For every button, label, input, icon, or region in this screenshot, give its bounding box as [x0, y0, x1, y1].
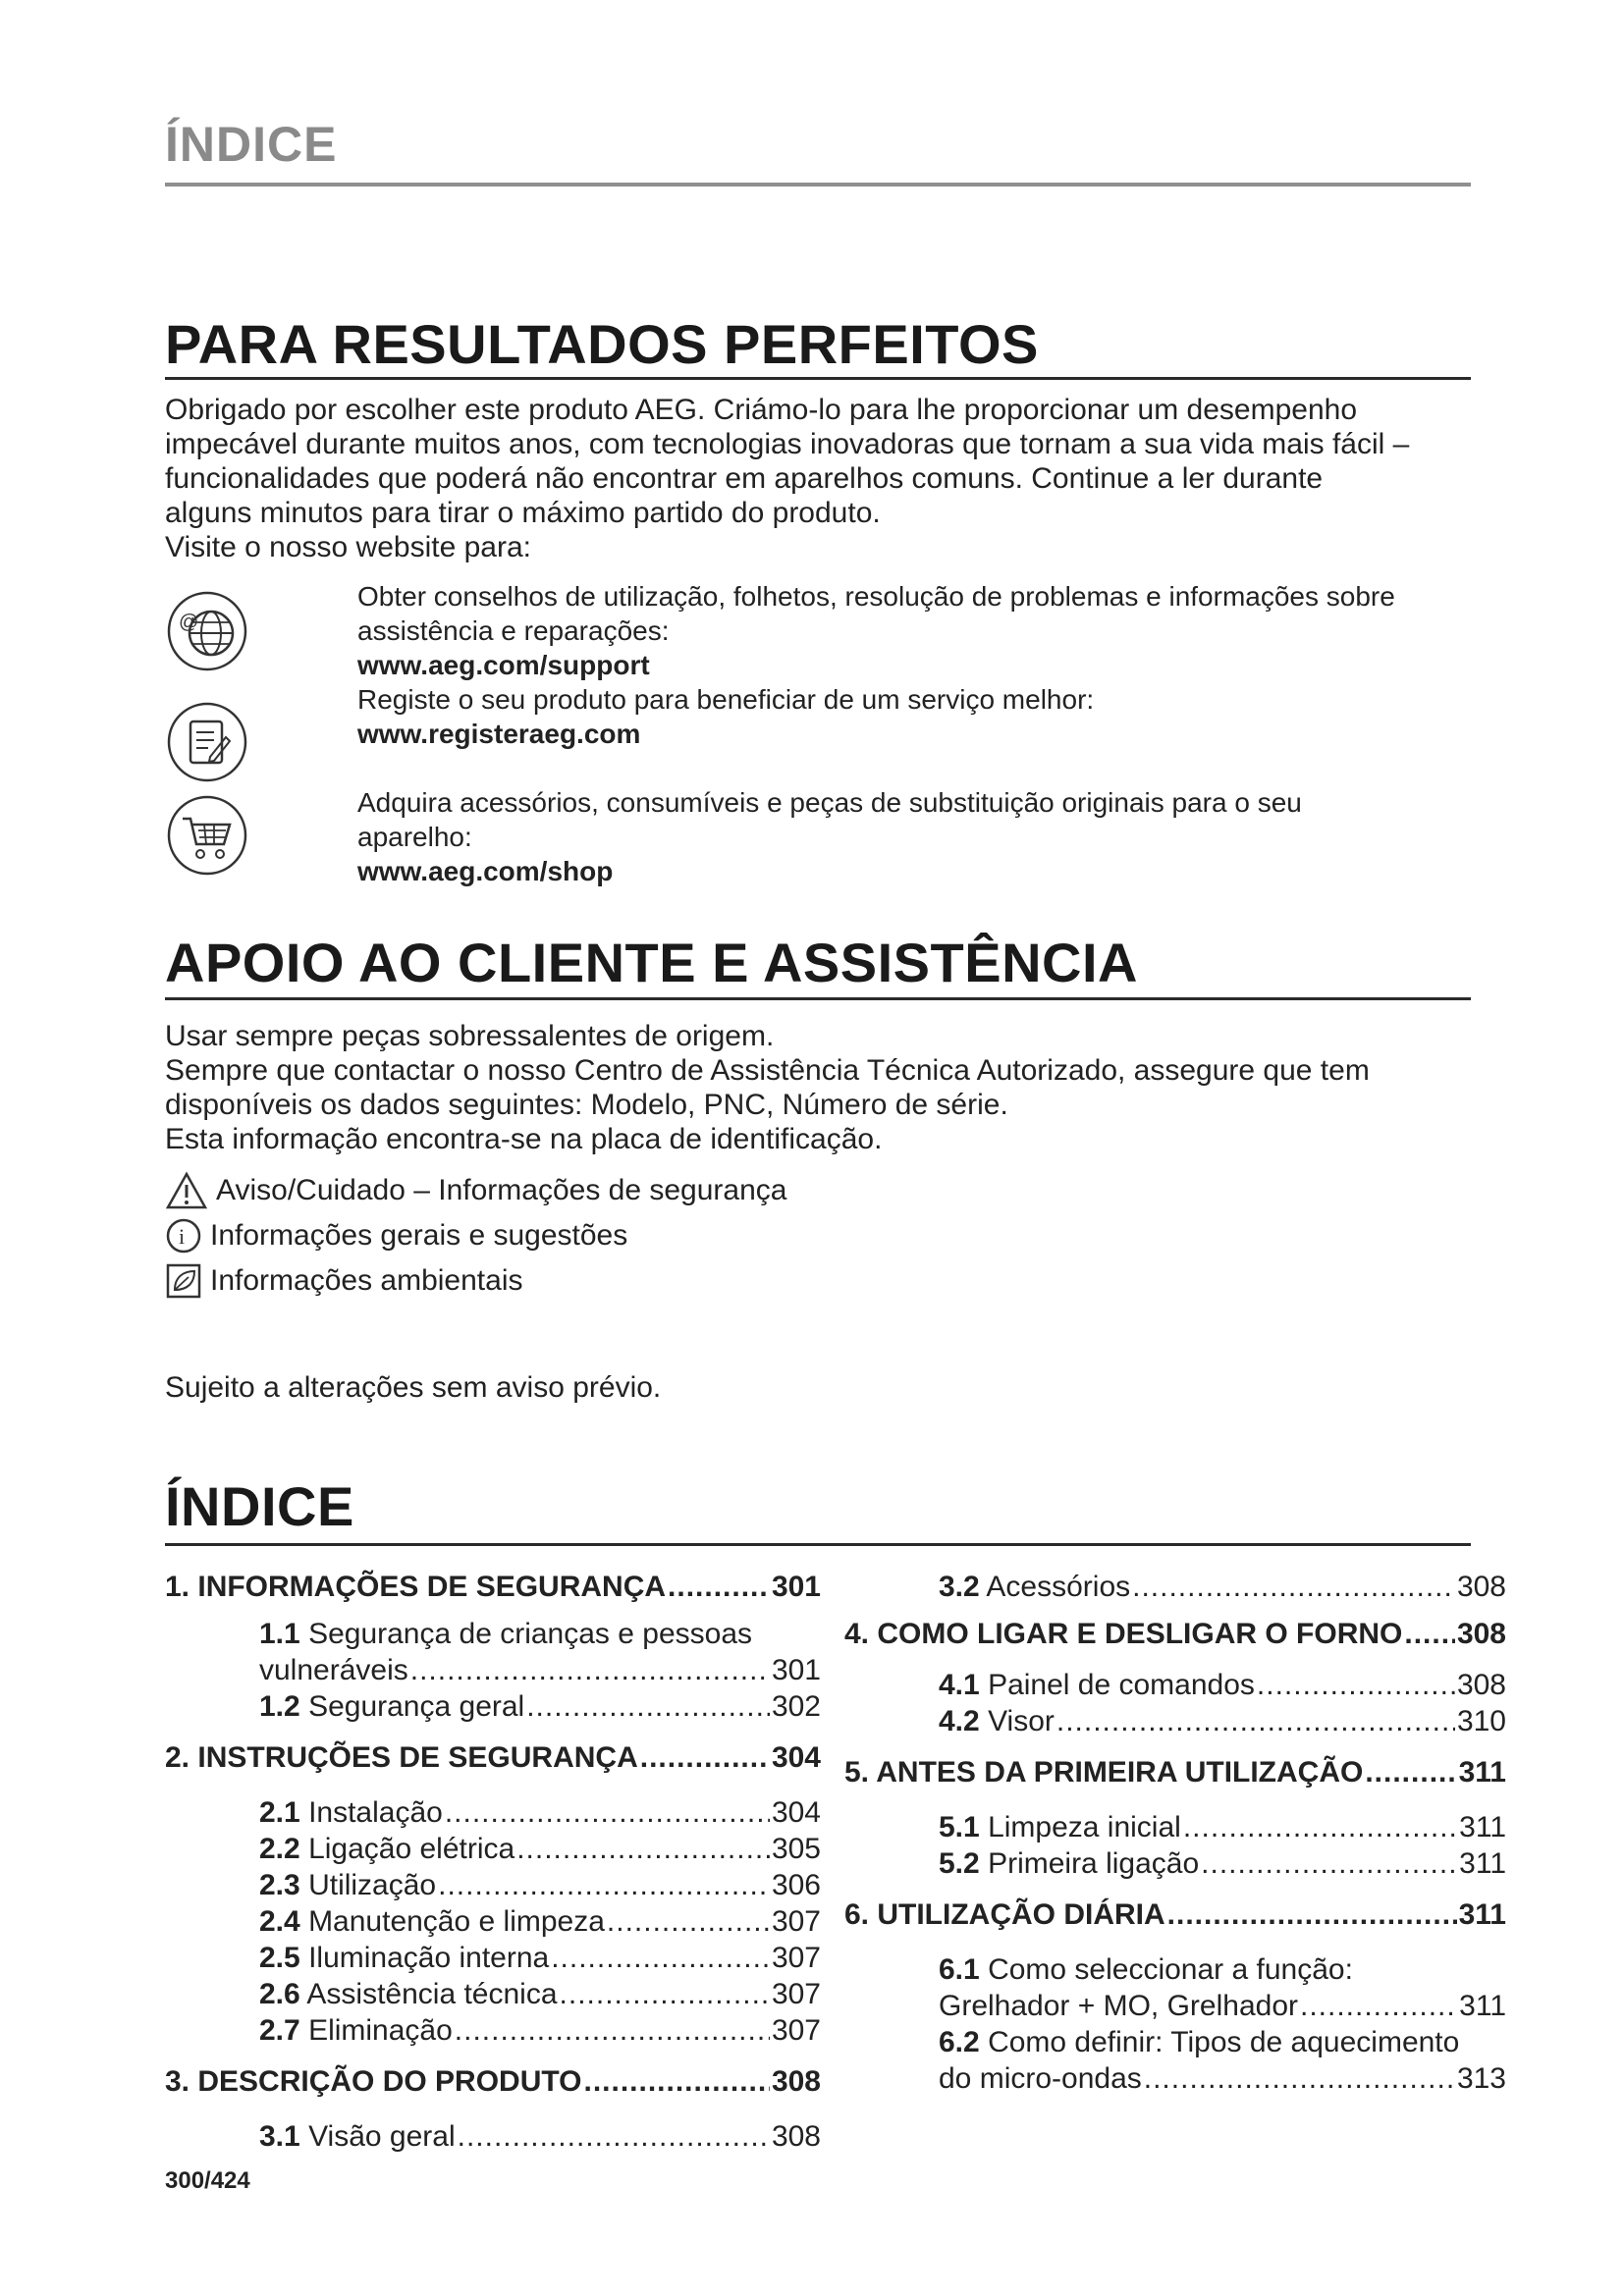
results-intro-line: impecável durante muitos anos, com tecnologias inovadoras que tornam a sua vida mais fácil –: [165, 428, 1410, 460]
toc-entry[interactable]: 1.1 Segurança de crianças e pessoas: [259, 1618, 753, 1650]
support-link-desc: Obter conselhos de utilização, folhetos, resolução de problemas e informações sobre: [357, 581, 1395, 612]
cart-icon: [165, 793, 249, 878]
toc-entry[interactable]: 2. INSTRUÇÕES DE SEGURANÇA ..... 304: [165, 1739, 821, 1794]
symbol-legend: [165, 1168, 786, 1304]
support-info: [165, 1019, 1481, 1156]
support-link-desc: assistência e reparações:: [357, 615, 670, 646]
toc-entry[interactable]: 3.2 Acessórios ..... 308: [844, 1569, 1506, 1616]
toc-entry[interactable]: 3. DESCRIÇÃO DO PRODUTO ..... 308: [165, 2063, 821, 2118]
toc-entry[interactable]: 2.4 Manutenção e limpeza ..... 307: [165, 1903, 821, 1940]
support-section-title: APOIO AO CLIENTE E ASSISTÊNCIA: [165, 932, 1138, 993]
shop-link-item: [165, 785, 1481, 893]
register-icon: [165, 700, 249, 784]
support-link-item: [165, 579, 1481, 687]
legend-info: [165, 1213, 786, 1258]
toc-entry[interactable]: 1. INFORMAÇÕES DE SEGURANÇA ..... 301: [165, 1569, 821, 1616]
support-link[interactable]: www.aeg.com/support: [357, 650, 650, 680]
results-intro-line: Obrigado por escolher este produto AEG. Criámo-lo para lhe proporcionar um desempenho: [165, 394, 1358, 426]
legend-info-label: Informações gerais e sugestões: [210, 1219, 628, 1252]
toc-entry[interactable]: 3.1 Visão geral ..... 308: [165, 2118, 821, 2155]
toc-entry[interactable]: 5. ANTES DA PRIMEIRA UTILIZAÇÃO ..... 311: [844, 1754, 1506, 1809]
header-divider: [165, 183, 1471, 187]
svg-text:@: @: [179, 612, 199, 633]
globe-icon: [165, 589, 249, 673]
info-icon: [165, 1217, 202, 1255]
legend-environment-label: Informações ambientais: [210, 1264, 523, 1297]
register-link-item: [165, 682, 1481, 780]
toc-entry[interactable]: 2.6 Assistência técnica ..... 307: [165, 1976, 821, 2012]
shop-link-desc: aparelho:: [357, 822, 472, 852]
support-info-line: Esta informação encontra-se na placa de identificação.: [165, 1123, 883, 1155]
toc-entry[interactable]: 6.2 Como definir: Tipos de aquecimento: [939, 2026, 1460, 2058]
results-divider: [165, 377, 1471, 380]
warning-icon: [165, 1171, 208, 1210]
leaf-icon: [165, 1262, 202, 1300]
toc-entry[interactable]: 4. COMO LIGAR E DESLIGAR O FORNO ..... 308: [844, 1616, 1506, 1667]
toc-entry-continuation[interactable]: vulneráveis ..... 301: [165, 1652, 821, 1688]
visit-website-text: Visite o nosso website para:: [165, 531, 531, 563]
change-notice: Sujeito a alterações sem aviso prévio.: [165, 1371, 662, 1404]
toc-entry[interactable]: 2.3 Utilização ..... 306: [165, 1867, 821, 1903]
toc-entry[interactable]: 2.1 Instalação ..... 304: [165, 1794, 821, 1831]
toc-title: ÍNDICE: [165, 1475, 354, 1537]
toc-entry[interactable]: 6. UTILIZAÇÃO DIÁRIA ..... 311: [844, 1896, 1506, 1951]
register-link[interactable]: www.registeraeg.com: [357, 719, 641, 749]
support-info-line: Sempre que contactar o nosso Centro de Assistência Técnica Autorizado, assegure que tem: [165, 1054, 1370, 1087]
results-intro-line: funcionalidades que poderá não encontrar em aparelhos comuns. Continue a ler durante: [165, 462, 1324, 495]
toc-entry-continuation[interactable]: Grelhador + MO, Grelhador ..... 311: [844, 1988, 1506, 2024]
toc-entry-continuation[interactable]: do micro-ondas ..... 313: [844, 2060, 1506, 2097]
register-link-desc: Registe o seu produto para beneficiar de um serviço melhor:: [357, 684, 1095, 715]
legend-environment: [165, 1258, 786, 1304]
toc-entry[interactable]: 4.2 Visor ..... 310: [844, 1703, 1506, 1754]
page-number: 300/424: [165, 2167, 250, 2194]
toc-entry[interactable]: 1.2 Segurança geral ..... 302: [165, 1688, 821, 1739]
toc-entry[interactable]: 2.5 Iluminação interna ..... 307: [165, 1940, 821, 1976]
toc-entry[interactable]: 5.1 Limpeza inicial ..... 311: [844, 1809, 1506, 1845]
svg-text:i: i: [179, 1224, 186, 1249]
results-intro: [165, 393, 1481, 564]
toc-entry[interactable]: 2.7 Eliminação ..... 307: [165, 2012, 821, 2063]
toc-left-column: [165, 1569, 821, 2155]
support-info-line: disponíveis os dados seguintes: Modelo, PNC, Número de série.: [165, 1089, 1008, 1121]
toc-entry[interactable]: 4.1 Painel de comandos ..... 308: [844, 1667, 1506, 1703]
toc-entry[interactable]: 6.1 Como seleccionar a função:: [939, 1953, 1353, 1986]
shop-link-desc: Adquira acessórios, consumíveis e peças de substituição originais para o seu: [357, 787, 1302, 818]
toc-entry[interactable]: 2.2 Ligação elétrica ..... 305: [165, 1831, 821, 1867]
support-divider: [165, 997, 1471, 1000]
toc-right-column: [844, 1569, 1506, 2097]
toc-entry[interactable]: 5.2 Primeira ligação ..... 311: [844, 1845, 1506, 1896]
toc-divider: [165, 1543, 1471, 1546]
results-intro-line: alguns minutos para tirar o máximo partido do produto.: [165, 497, 881, 529]
support-info-line: Usar sempre peças sobressalentes de origem.: [165, 1020, 775, 1052]
shop-link[interactable]: www.aeg.com/shop: [357, 856, 614, 886]
legend-warning-label: Aviso/Cuidado – Informações de segurança: [216, 1174, 787, 1206]
legend-warning: [165, 1168, 786, 1213]
results-section-title: PARA RESULTADOS PERFEITOS: [165, 313, 1039, 375]
page-header-title: ÍNDICE: [165, 117, 338, 172]
